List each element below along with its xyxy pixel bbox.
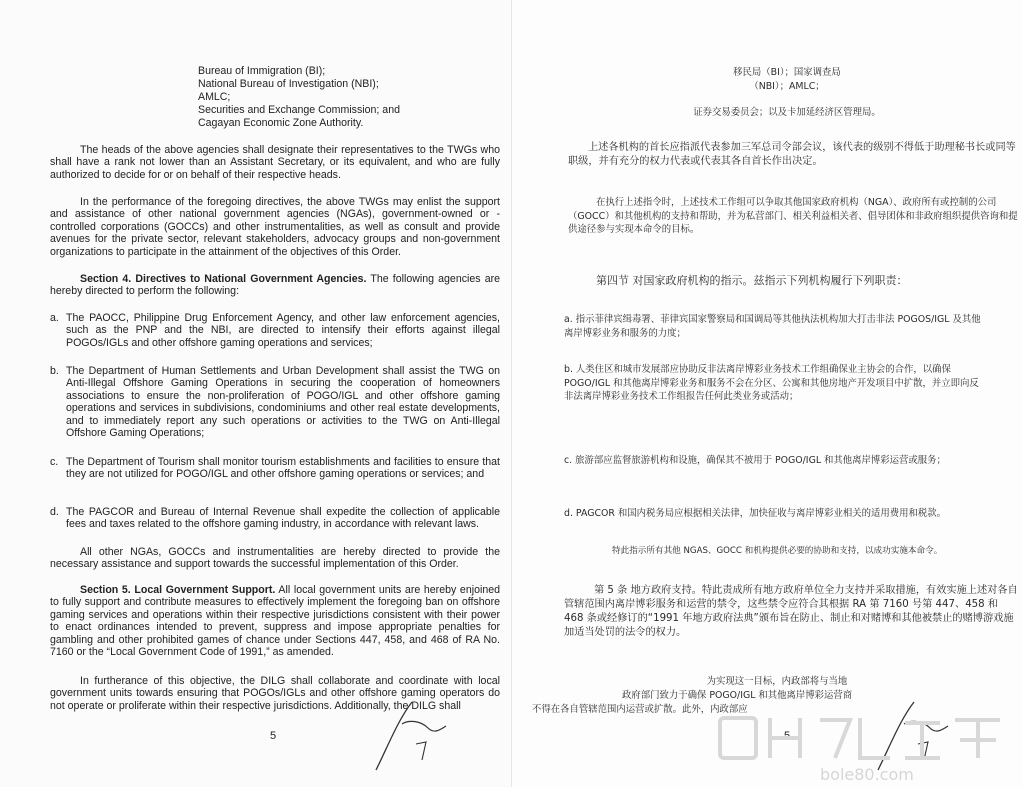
list-marker: b. (50, 365, 59, 377)
paragraph-heads-cn: 上述各机构的首长应指派代表参加三军总司令部会议，该代表的级别不得低于助理秘书长或同等职级，并有充分的权力代表或代表其各自首长作出决定。 (568, 142, 1016, 167)
paragraph-all-other-cn: 特此指示所有其他 NGAS、GOCC 和机构提供必要的协助和支持，以成功实施本命令。 (612, 546, 943, 556)
section-5-heading: Section 5. Local Government Support. (80, 584, 276, 596)
signature-mark (368, 690, 458, 776)
furtherance-line-cn: 为实现这一目标，内政部将与当地 (706, 676, 848, 687)
list-text: The Department of Tourism shall monitor tourism establishments and facilities to ensure that they are not utilized for POGO/IGL and other offshore gaming operations or services; and (66, 456, 500, 481)
list-text: The PAGCOR and Bureau of Internal Revenue shall expedite the collection of applicable fees and taxes related to the offshore gaming industry, in accordance with relevant laws. (66, 506, 500, 531)
list-item-cn: a. 指示菲律宾缉毒署、菲律宾国家警察局和国调局等其他执法机构加大打击非法 POGOS/IGL 及其他离岸博彩业务和服务的力度； (564, 314, 981, 339)
section-4-heading: Section 4. Directives to National Government Agencies. (80, 273, 367, 285)
agency-list (198, 65, 400, 130)
paragraph-performance: In the performance of the foregoing directives, the above TWGs may enlist the support and assistance of other national government agencies (NGAs), government-owned or -controlled corporations (GOCCs) and other instrumentalities, as well as consult and provide avenues for the private sector, relevant stakeholders, advocacy groups and non-government organizations to participate in the attainment of the objectives of this Order. (50, 196, 500, 258)
watermark-text: bole80.com (820, 765, 914, 784)
list-item-cn: d. PAGCOR 和国内税务局应根据相关法律，加快征收与离岸博彩业相关的适用费用和税款。 (564, 508, 947, 519)
agency-line: Bureau of Immigration (BI); (198, 65, 326, 77)
furtherance-line-cn: 政府部门致力于确保 POGO/IGL 和其他离岸博彩运营商 (622, 690, 853, 701)
section-4-text: The following agencies are hereby directed to perform the following: (50, 273, 501, 298)
section-5-paragraph (50, 584, 500, 658)
agency-line: Cagayan Economic Zone Authority. (198, 117, 364, 129)
section-4-heading-cn: 第四节 对国家政府机构的指示。兹指示下列机构履行下列职责： (596, 274, 908, 287)
furtherance-line-cn: 不得在各自管辖范围内运营或扩散。此外，内政部应 (532, 704, 748, 715)
paragraph-performance-cn: 在执行上述指令时，上述技术工作组可以争取其他国家政府机构（NGA）、政府所有或控制的公司（GOCC）和其他机构的支持和帮助，并为私营部门、相关利益相关者、倡导团体和非政府组织提供咨询和提供途径参与实现本命令的目标。 (568, 197, 1018, 235)
list-marker: c. (50, 456, 59, 468)
list-text: The PAOCC, Philippine Drug Enforcement Agency, and other law enforcement agencies, such as the PNP and the NBI, are directed to intensify their efforts against illegal POGOs/IGLs and other offshore gaming operations and services; (66, 312, 500, 349)
page-number-cn: 5 (784, 730, 791, 742)
agency-line: Securities and Exchange Commission; and (198, 104, 400, 116)
agency-line: AMLC; (198, 91, 231, 103)
paragraph-heads: The heads of the above agencies shall designate their representatives to the TWGs who shall have a rank not lower than an Assistant Secretary, or its equivalent, and who are fully authorized to decide for or on behalf of their respective heads. (50, 144, 500, 181)
paragraph-furtherance: In furtherance of this objective, the DILG shall collaborate and coordinate with local government units towards ensuring that POGOs/IGLs and other offshore gaming operators do not operate or proliferate within their respective jurisdictions. Additionally, the DILG shall (50, 675, 500, 712)
page-number: 5 (270, 730, 277, 742)
section-5-cn: 第 5 条 地方政府支持。特此责成所有地方政府单位全力支持并采取措施，有效实施上述对各自管辖范围内离岸博彩服务和运营的禁令，这些禁令应符合其根据 RA 第 7160 号第 447、458 和 468 条或经修订的“1991 年地方政府法典”颁布旨在防止、制止和对赌博和其他被禁止的赌博游戏施加适当处罚的法令的权力。 (564, 585, 1018, 638)
agency-line: National Bureau of Investigation (NBI); (198, 78, 379, 90)
watermark-logo (700, 708, 1020, 788)
agency-line-cn: 证券交易委员会；以及卡加延经济区管理局。 (693, 107, 881, 118)
agency-line-cn: 移民局（BI）；国家调查局 (733, 67, 841, 78)
list-item-cn: c. 旅游部应监督旅游机构和设施，确保其不被用于 POGO/IGL 和其他离岸博彩运营或服务； (564, 455, 946, 466)
section-4-paragraph (50, 273, 500, 298)
list-marker: a. (50, 312, 59, 324)
paragraph-all-other: All other NGAs, GOCCs and instrumentalities are hereby directed to provide the necessary assistance and support towards the successful implementation of this Order. (50, 546, 500, 571)
agency-line-cn: （NBI）；AMLC； (749, 81, 825, 92)
list-text: The Department of Human Settlements and Urban Development shall assist the TWG on Anti-Illegal Offshore Gaming Operations in securing the cooperation of homeowners associations to ensure the non-proliferation of POGO/IGL and other offshore gaming operations and services in subdivisions, condominiums and other real estate developments, and to immediately report any such operations or activities to the TWG on Anti-Illegal Offshore Gaming Operations; (66, 365, 500, 440)
section-5-text: All local government units are hereby enjoined to fully support and contribute measures to effectively implement the foregoing ban on offshore gaming services and operations within their respective jurisdictions consistent with their power to enact ordinances intended to prevent, suppress and impose appropriate penalties for gambling and other prohibited games of chance under Sections 447, 458, and 468 of RA No. 7160 or the “Local Government Code of 1991,” as amended. (50, 584, 500, 659)
list-item-cn: b. 人类住区和城市发展部应协助反非法离岸博彩业务技术工作组确保业主协会的合作，以确保 POGO/IGL 和其他离岸博彩业务和服务不会在分区、公寓和其他房地产开发项目中扩散，并立即向反非法离岸博彩业务技术工作组报告任何此类业务或活动； (564, 364, 979, 402)
list-marker: d. (50, 506, 59, 518)
right-page-chinese (512, 0, 1022, 787)
